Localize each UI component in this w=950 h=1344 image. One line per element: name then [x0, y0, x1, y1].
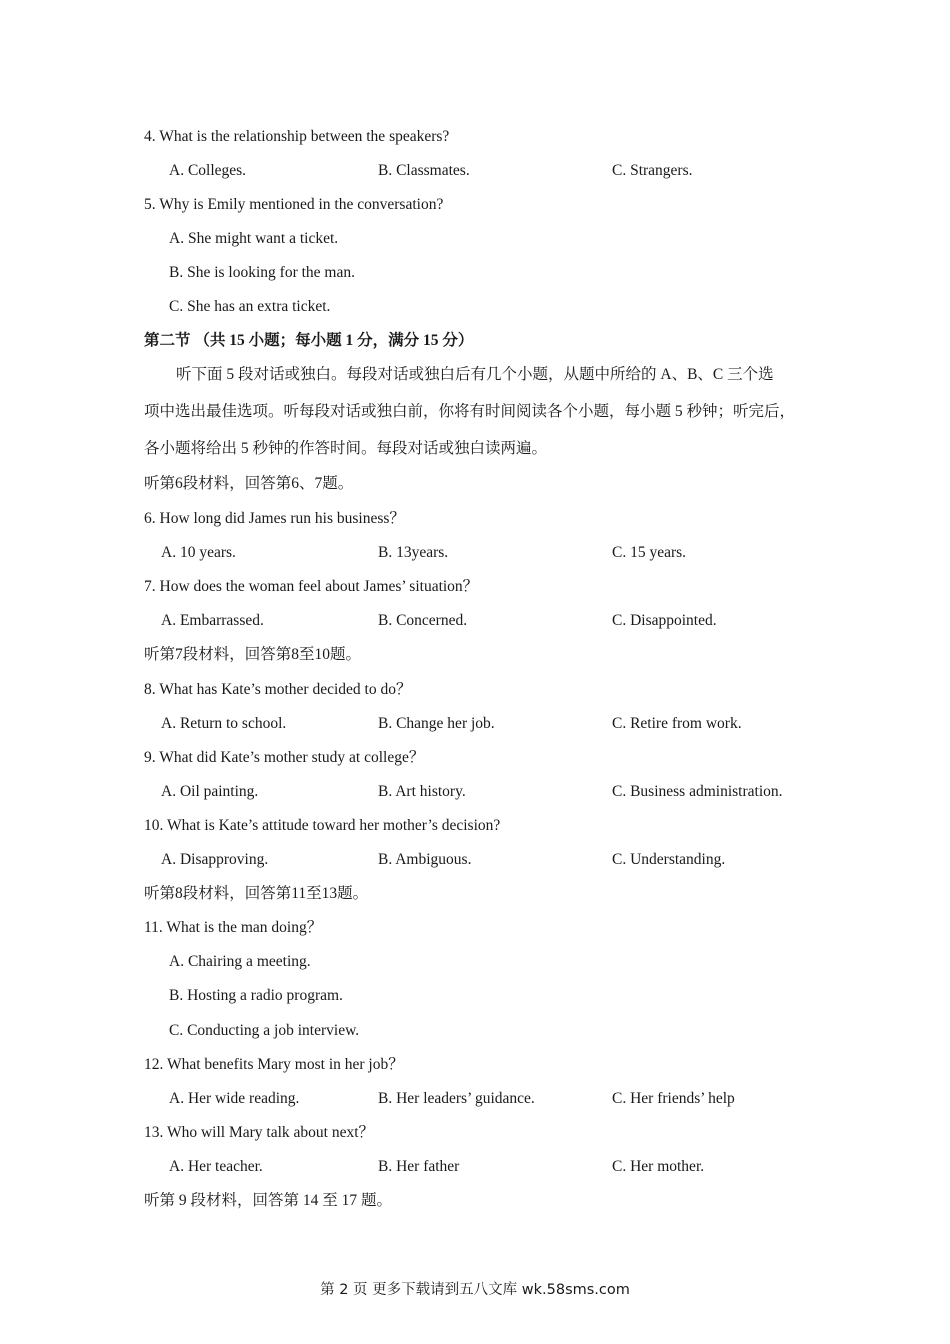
- q6-option-a: A. 10 years.: [161, 544, 236, 561]
- q11-option-c: C. Conducting a job interview.: [169, 1022, 360, 1039]
- q10-option-c: C. Understanding.: [612, 851, 726, 868]
- q9-stem: 9. What did Kate’s mother study at college？: [144, 749, 425, 766]
- q5-stem: 5. Why is Emily mentioned in the conversation?: [144, 196, 444, 213]
- q9-option-b: B. Art history.: [378, 783, 466, 800]
- q8-option-a: A. Return to school.: [161, 715, 287, 732]
- q9-option-a: A. Oil painting.: [161, 783, 259, 800]
- instructions-line-2: 项中选出最佳选项。听每段对话或独白前，你将有时间阅读各个小题，每小题 5 秒钟；听完后，: [144, 403, 796, 420]
- instructions-line-3: 各小题将给出 5 秒钟的作答时间。每段对话或独白读两遍。: [144, 440, 548, 457]
- q7-option-a: A. Embarrassed.: [161, 612, 264, 629]
- page-footer: 第 2 页 更多下载请到五八文库 wk.58sms.com: [320, 1282, 630, 1298]
- q4-option-a: A. Colleges.: [169, 162, 247, 179]
- material-6-header: 听第6段材料，回答第6、7题。: [144, 475, 354, 492]
- instructions-line-1: 听下面 5 段对话或独白。每段对话或独白后有几个小题，从题中所给的 A、B、C 三个选: [176, 366, 774, 383]
- q8-option-b: B. Change her job.: [378, 715, 495, 732]
- q5-option-a: A. She might want a ticket.: [169, 230, 339, 247]
- q12-stem: 12. What benefits Mary most in her job？: [144, 1056, 404, 1073]
- q7-stem: 7. How does the woman feel about James’ situation？: [144, 578, 479, 595]
- q10-option-b: B. Ambiguous.: [378, 851, 472, 868]
- q13-stem: 13. Who will Mary talk about next？: [144, 1124, 375, 1141]
- q12-option-a: A. Her wide reading.: [169, 1090, 300, 1107]
- q9-option-c: C. Business administration.: [612, 783, 783, 800]
- q11-option-a: A. Chairing a meeting.: [169, 953, 311, 970]
- q8-option-c: C. Retire from work.: [612, 715, 742, 732]
- q11-stem: 11. What is the man doing？: [144, 919, 323, 936]
- q13-option-c: C. Her mother.: [612, 1158, 705, 1175]
- material-9-header: 听第 9 段材料，回答第 14 至 17 题。: [144, 1192, 393, 1209]
- q12-option-c: C. Her friends’ help: [612, 1090, 735, 1107]
- q5-option-b: B. She is looking for the man.: [169, 264, 355, 281]
- q4-option-c: C. Strangers.: [612, 162, 693, 179]
- q7-option-c: C. Disappointed.: [612, 612, 717, 629]
- q12-option-b: B. Her leaders’ guidance.: [378, 1090, 535, 1107]
- q13-option-b: B. Her father: [378, 1158, 460, 1175]
- q10-stem: 10. What is Kate’s attitude toward her mother’s decision?: [144, 817, 501, 834]
- q8-stem: 8. What has Kate’s mother decided to do？: [144, 681, 412, 698]
- section-heading: 第二节 （共 15 小题；每小题 1 分，满分 15 分）: [144, 332, 474, 349]
- q7-option-b: B. Concerned.: [378, 612, 468, 629]
- q10-option-a: A. Disapproving.: [161, 851, 269, 868]
- material-8-header: 听第8段材料，回答第11至13题。: [144, 885, 369, 902]
- q11-option-b: B. Hosting a radio program.: [169, 987, 343, 1004]
- q4-option-b: B. Classmates.: [378, 162, 470, 179]
- q6-option-b: B. 13years.: [378, 544, 449, 561]
- q13-option-a: A. Her teacher.: [169, 1158, 263, 1175]
- material-7-header: 听第7段材料，回答第8至10题。: [144, 646, 362, 663]
- q6-option-c: C. 15 years.: [612, 544, 687, 561]
- q6-stem: 6. How long did James run his business？: [144, 510, 405, 527]
- q4-stem: 4. What is the relationship between the speakers?: [144, 128, 450, 145]
- q5-option-c: C. She has an extra ticket.: [169, 298, 331, 315]
